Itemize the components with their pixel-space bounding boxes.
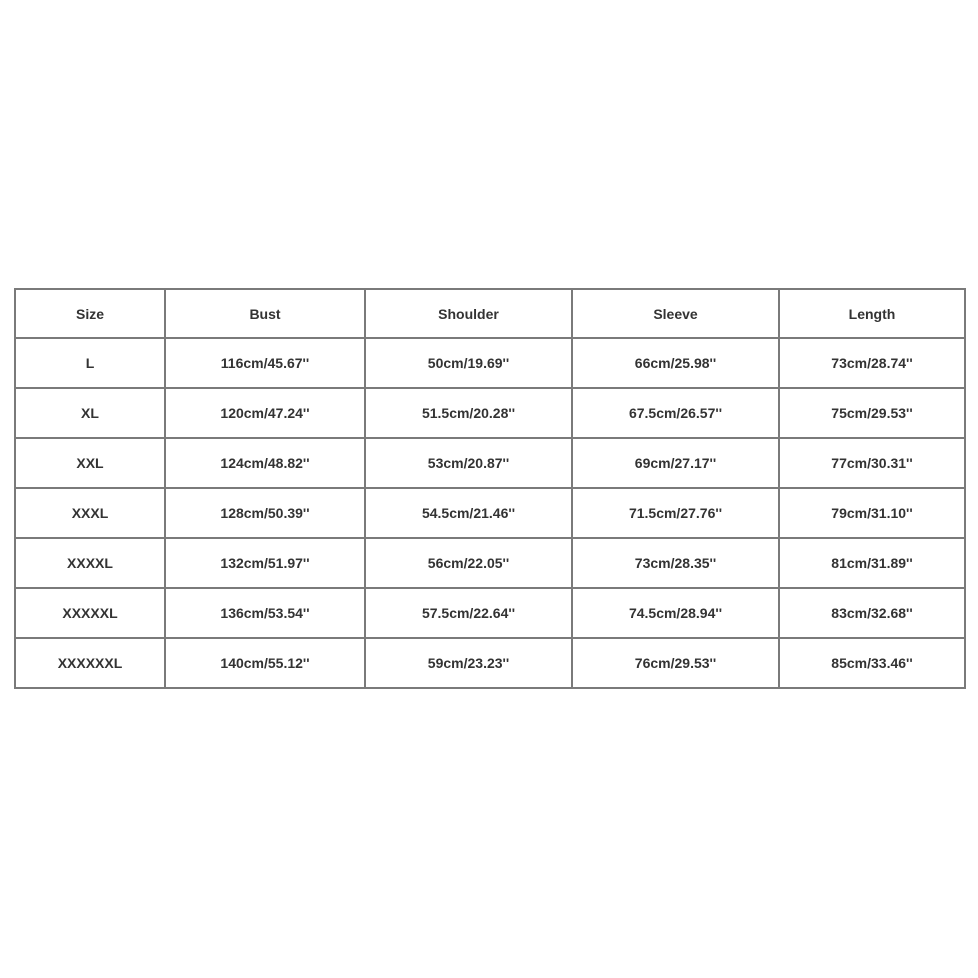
size-cell: XXL — [15, 438, 165, 488]
size-cell: L — [15, 338, 165, 388]
table-row — [15, 488, 965, 538]
bust-cell: 136cm/53.54'' — [165, 588, 365, 638]
size-chart-table — [14, 288, 966, 689]
bust-cell: 116cm/45.67'' — [165, 338, 365, 388]
size-cell: XXXL — [15, 488, 165, 538]
header-size: Size — [15, 289, 165, 338]
length-cell: 73cm/28.74'' — [779, 338, 965, 388]
header-row — [15, 289, 965, 338]
header-sleeve: Sleeve — [572, 289, 779, 338]
bust-cell: 124cm/48.82'' — [165, 438, 365, 488]
size-cell: XXXXXXL — [15, 638, 165, 688]
shoulder-cell: 51.5cm/20.28'' — [365, 388, 572, 438]
bust-cell: 132cm/51.97'' — [165, 538, 365, 588]
shoulder-cell: 50cm/19.69'' — [365, 338, 572, 388]
header-shoulder: Shoulder — [365, 289, 572, 338]
shoulder-cell: 56cm/22.05'' — [365, 538, 572, 588]
bust-cell: 140cm/55.12'' — [165, 638, 365, 688]
sleeve-cell: 74.5cm/28.94'' — [572, 588, 779, 638]
header-bust: Bust — [165, 289, 365, 338]
length-cell: 77cm/30.31'' — [779, 438, 965, 488]
header-length: Length — [779, 289, 965, 338]
table-row — [15, 538, 965, 588]
table-row — [15, 338, 965, 388]
shoulder-cell: 54.5cm/21.46'' — [365, 488, 572, 538]
size-cell: XXXXXL — [15, 588, 165, 638]
sleeve-cell: 71.5cm/27.76'' — [572, 488, 779, 538]
table-row — [15, 388, 965, 438]
table-row — [15, 438, 965, 488]
size-cell: XL — [15, 388, 165, 438]
shoulder-cell: 53cm/20.87'' — [365, 438, 572, 488]
shoulder-cell: 59cm/23.23'' — [365, 638, 572, 688]
length-cell: 81cm/31.89'' — [779, 538, 965, 588]
shoulder-cell: 57.5cm/22.64'' — [365, 588, 572, 638]
bust-cell: 120cm/47.24'' — [165, 388, 365, 438]
bust-cell: 128cm/50.39'' — [165, 488, 365, 538]
sleeve-cell: 69cm/27.17'' — [572, 438, 779, 488]
sleeve-cell: 76cm/29.53'' — [572, 638, 779, 688]
table-row — [15, 638, 965, 688]
length-cell: 83cm/32.68'' — [779, 588, 965, 638]
size-chart-body — [15, 338, 965, 688]
length-cell: 75cm/29.53'' — [779, 388, 965, 438]
size-cell: XXXXL — [15, 538, 165, 588]
sleeve-cell: 73cm/28.35'' — [572, 538, 779, 588]
table-row — [15, 588, 965, 638]
sleeve-cell: 67.5cm/26.57'' — [572, 388, 779, 438]
sleeve-cell: 66cm/25.98'' — [572, 338, 779, 388]
length-cell: 79cm/31.10'' — [779, 488, 965, 538]
length-cell: 85cm/33.46'' — [779, 638, 965, 688]
size-chart-header — [15, 289, 965, 338]
